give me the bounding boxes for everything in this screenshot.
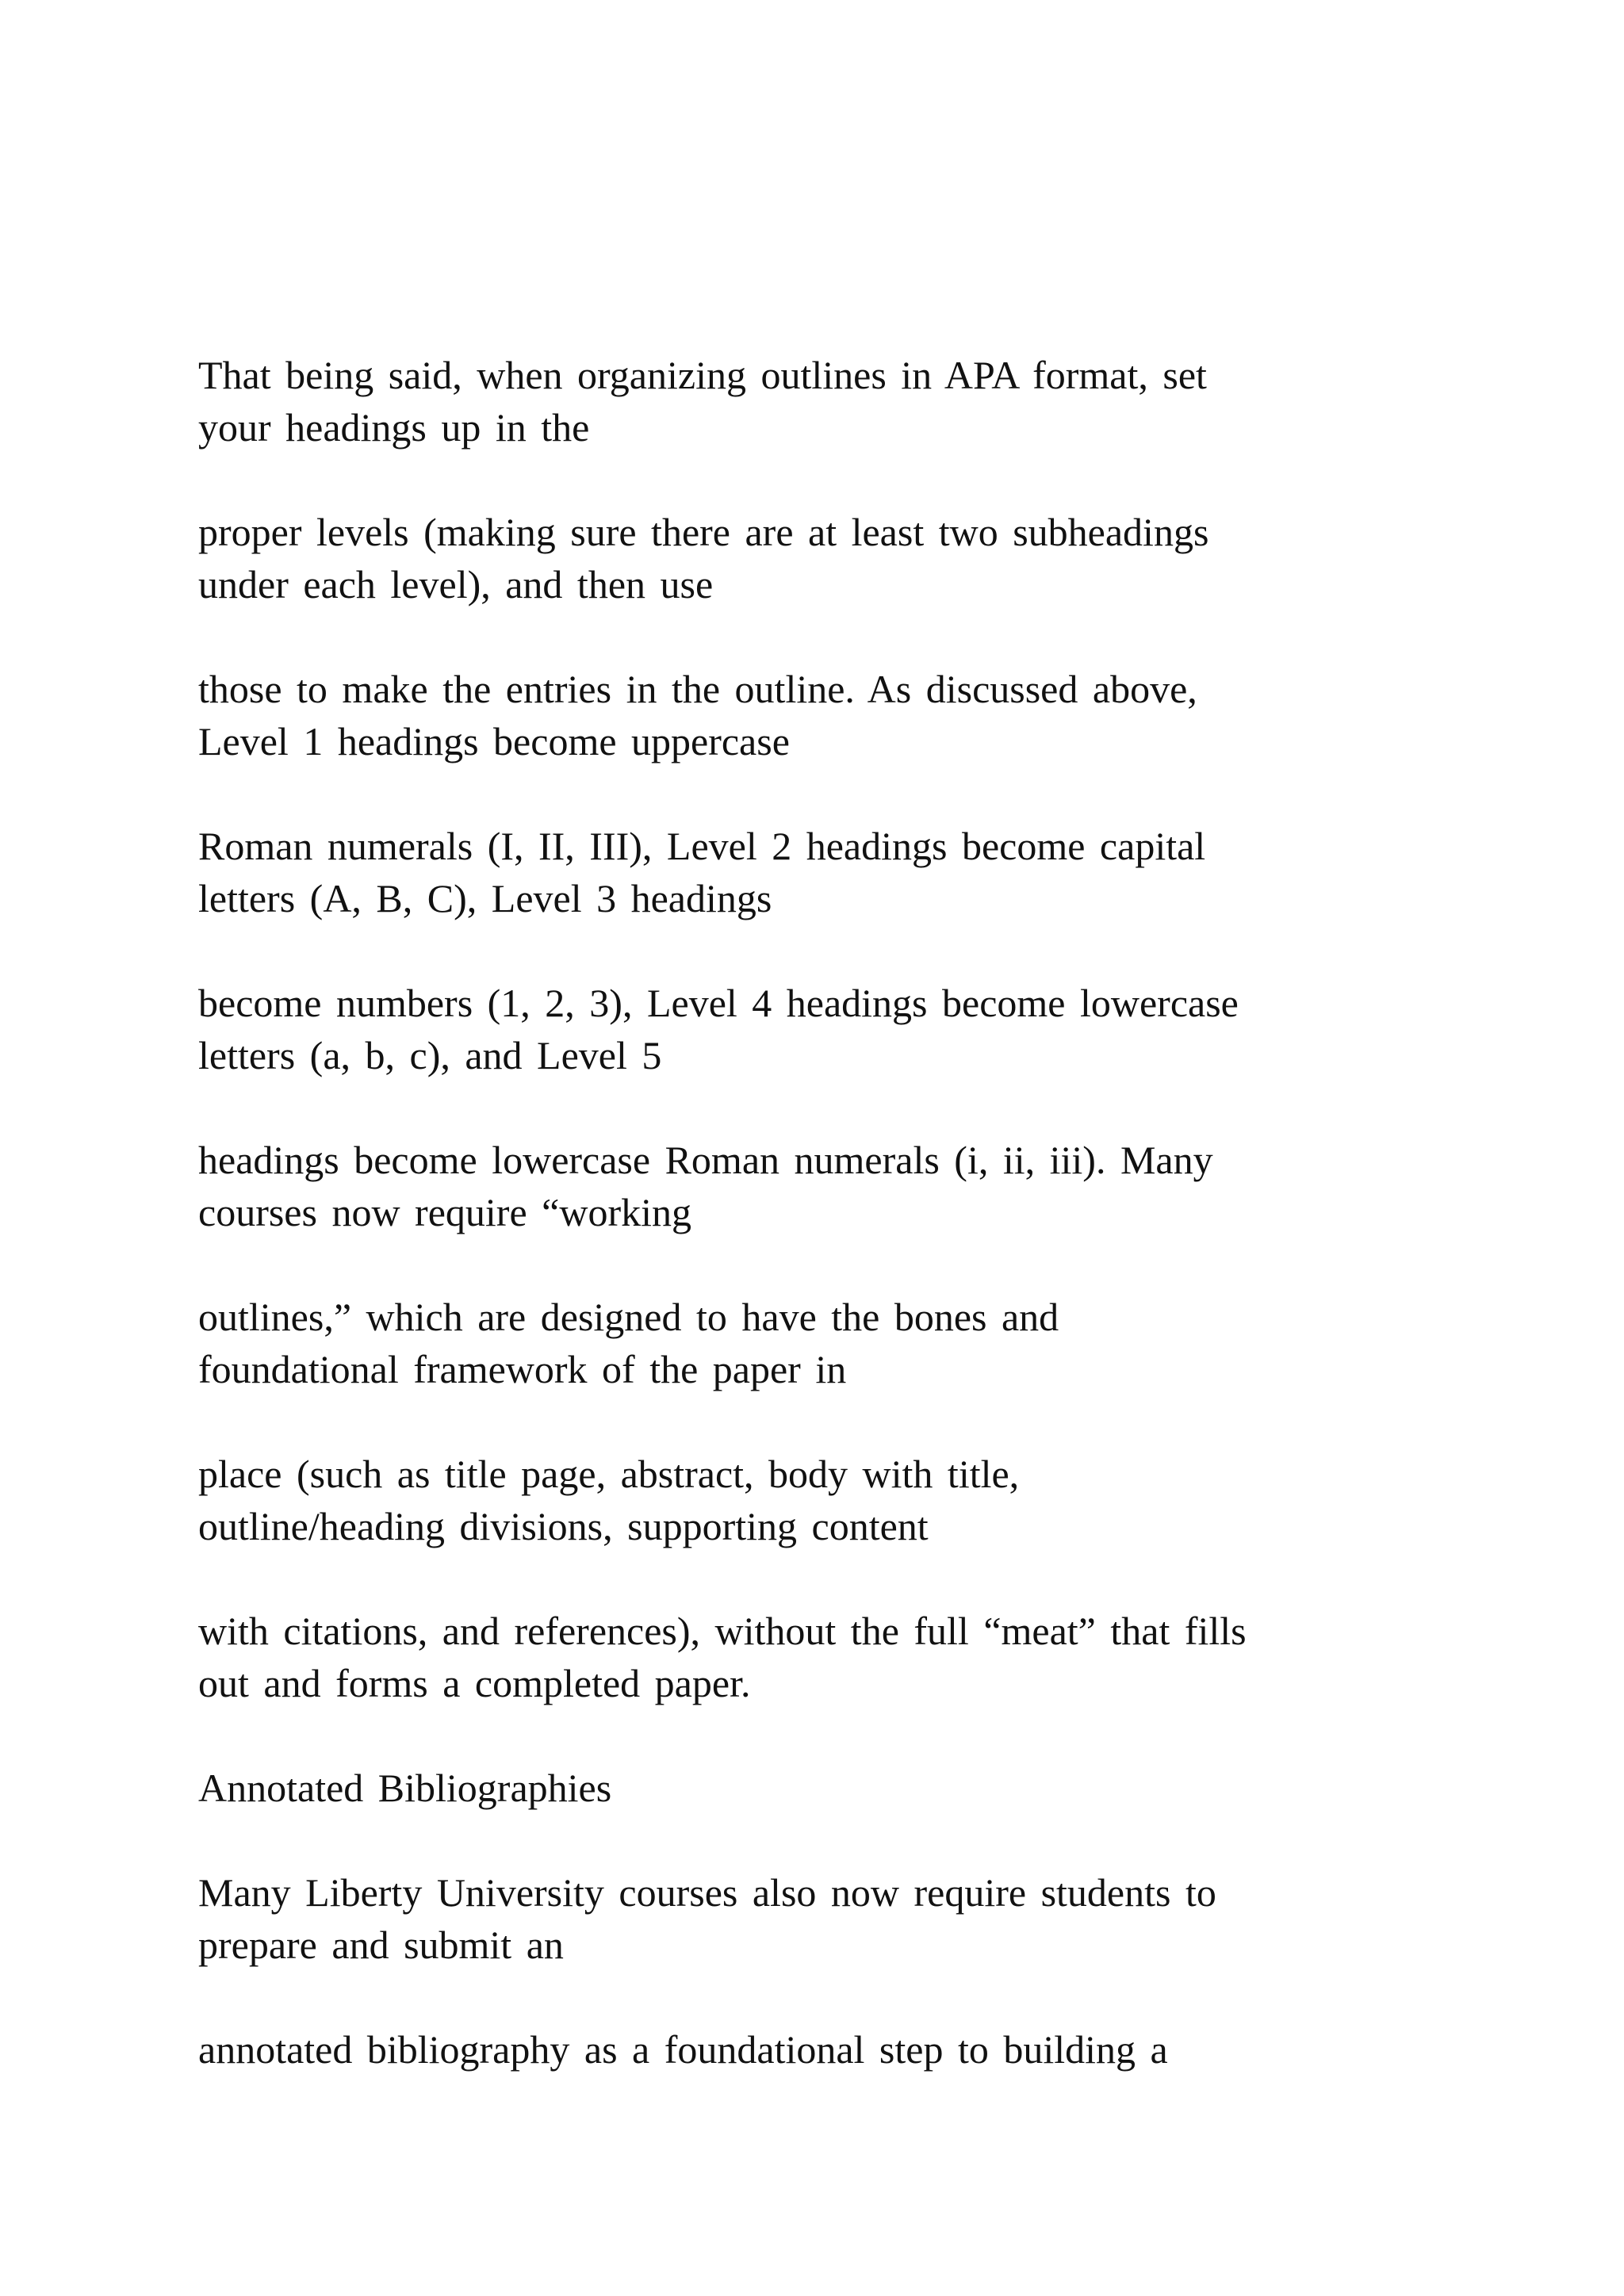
- paragraph: [198, 1448, 1507, 1552]
- document-body: [198, 349, 1507, 2128]
- section-heading-text: Annotated Bibliographies: [198, 1766, 612, 1810]
- text-line: That being said, when organizing outlines in APA format, set: [198, 353, 1207, 397]
- section-heading: [198, 1762, 1507, 1814]
- text-line: under each level), and then use: [198, 562, 714, 607]
- paragraph: [198, 663, 1507, 767]
- text-line: with citations, and references), without the full “meat” that fills: [198, 1609, 1247, 1653]
- text-line: those to make the entries in the outline. As discussed above,: [198, 667, 1197, 711]
- text-line: headings become lowercase Roman numerals (i, ii, iii). Many: [198, 1138, 1213, 1182]
- text-line: become numbers (1, 2, 3), Level 4 headings become lowercase: [198, 981, 1239, 1025]
- text-line: place (such as title page, abstract, body with title,: [198, 1452, 1020, 1496]
- text-line: outline/heading divisions, supporting content: [198, 1504, 929, 1548]
- text-line: proper levels (making sure there are at least two subheadings: [198, 510, 1209, 554]
- text-line: out and forms a completed paper.: [198, 1661, 751, 1705]
- text-line: foundational framework of the paper in: [198, 1347, 847, 1391]
- paragraph: [198, 820, 1507, 924]
- paragraph: [198, 1866, 1507, 1971]
- text-line: courses now require “working: [198, 1190, 691, 1234]
- text-line: outlines,” which are designed to have the bones and: [198, 1295, 1059, 1339]
- paragraph: [198, 977, 1507, 1081]
- text-line: prepare and submit an: [198, 1923, 564, 1967]
- text-line: Many Liberty University courses also now require students to: [198, 1870, 1216, 1915]
- paragraph: [198, 506, 1507, 610]
- paragraph: [198, 1605, 1507, 1709]
- text-line: Roman numerals (I, II, III), Level 2 headings become capital: [198, 824, 1206, 868]
- text-line: letters (A, B, C), Level 3 headings: [198, 876, 772, 920]
- paragraph: [198, 2023, 1507, 2076]
- paragraph: [198, 1291, 1507, 1395]
- text-line: letters (a, b, c), and Level 5: [198, 1033, 662, 1077]
- text-line: your headings up in the: [198, 405, 590, 450]
- paragraph: [198, 1134, 1507, 1238]
- text-line: annotated bibliography as a foundational step to building a: [198, 2027, 1168, 2072]
- paragraph: [198, 349, 1507, 453]
- text-line: Level 1 headings become uppercase: [198, 719, 790, 763]
